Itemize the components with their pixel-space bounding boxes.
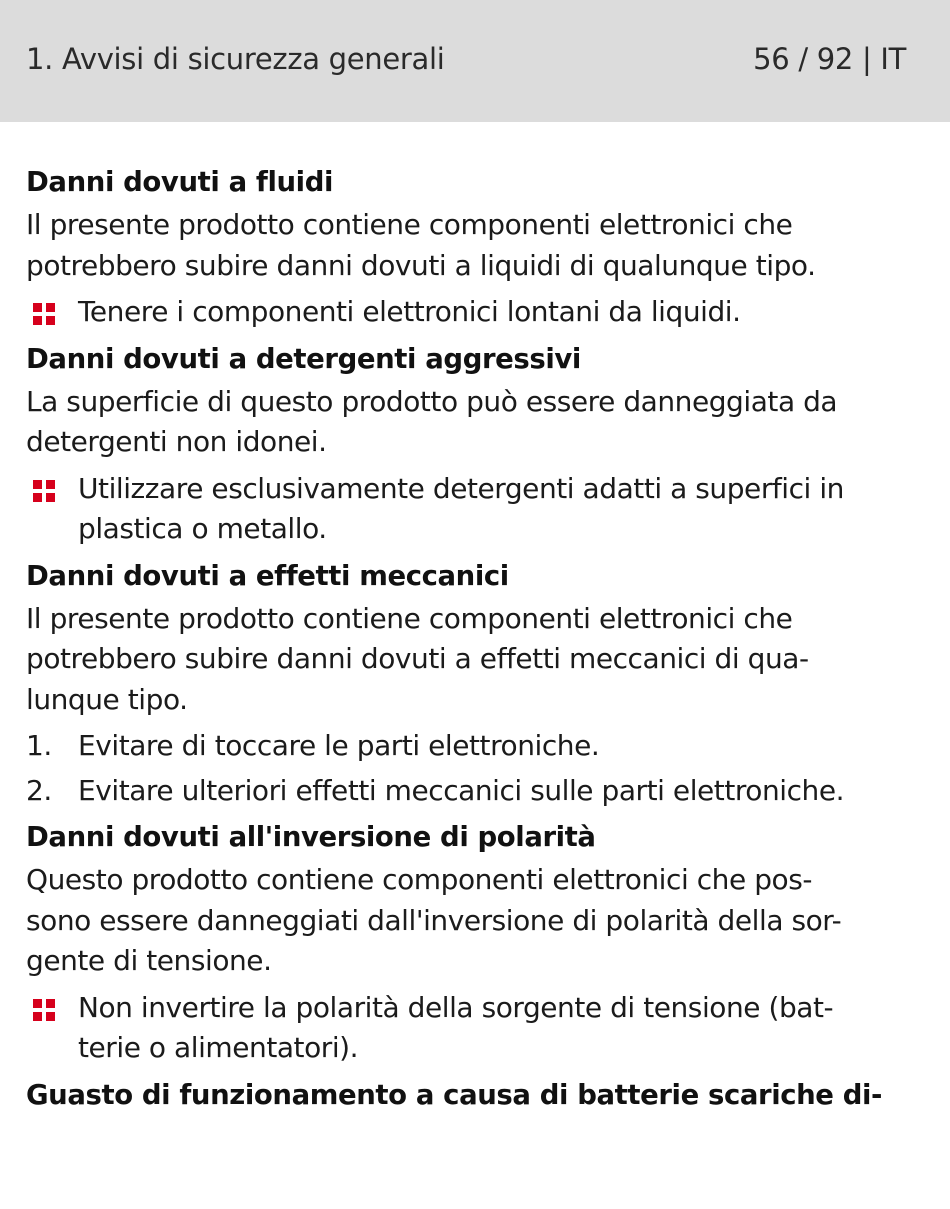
step-number: 2. (26, 773, 52, 807)
red-square-bullet-icon (33, 999, 55, 1021)
heading-mechanical-damage: Danni dovuti a effetti meccanici (26, 559, 509, 592)
paragraph-detergent-damage: La superficie di questo prodotto può essere danneggiata da detergenti non idonei. (26, 384, 838, 458)
list-item (26, 988, 910, 1069)
heading-battery-malfunction: Guasto di funzionamento a causa di batterie scariche di- (26, 1078, 883, 1111)
instruction-text: Utilizzare esclusivamente detergenti adatti a superfici in plastica o metallo. (78, 471, 844, 545)
step-text: Evitare di toccare le parti elettroniche. (78, 729, 600, 762)
red-square-bullet-icon (33, 303, 55, 325)
paragraph-mechanical-damage (26, 599, 910, 721)
paragraph-line: lunque tipo. (26, 682, 188, 716)
heading-detergent-damage: Danni dovuti a detergenti aggressivi (26, 342, 581, 375)
paragraph-fluid-damage: Il presente prodotto contiene componenti elettronici che potrebbero subire danni dovuti a liquidi di qualunque tipo. (26, 208, 816, 282)
page-indicator: 56 / 92 | IT (753, 42, 906, 76)
step-number: 1. (26, 729, 52, 762)
paragraph-line: sono essere danneggiati dall'inversione di polarità della sor- (26, 903, 842, 937)
paragraph-line: Questo prodotto contiene componenti elettronici che pos- (26, 863, 812, 896)
paragraph-line: gente di tensione. (26, 944, 272, 977)
document-content (0, 122, 950, 1115)
numbered-step (26, 726, 910, 767)
heading-fluid-damage: Danni dovuti a fluidi (26, 166, 334, 198)
heading-polarity-damage: Danni dovuti all'inversione di polarità (26, 821, 596, 853)
paragraph-polarity-damage (26, 860, 910, 982)
red-square-bullet-icon (33, 480, 55, 502)
paragraph-line: Il presente prodotto contiene componenti elettronici che (26, 601, 793, 635)
instruction-line: Non invertire la polarità della sorgente di tensione (bat- (78, 990, 834, 1024)
section-title: 1. Avvisi di sicurezza generali (26, 42, 445, 76)
instruction-text (78, 988, 910, 1069)
numbered-step (26, 771, 910, 812)
paragraph-line: potrebbero subire danni dovuti a effetti meccanici di qua- (26, 642, 809, 675)
instruction-line: terie o alimentatori). (78, 1031, 359, 1064)
list-item (26, 469, 910, 550)
instruction-text: Tenere i componenti elettronici lontani da liquidi. (78, 295, 741, 328)
step-text: Evitare ulteriori effetti meccanici sulle parti elettroniche. (78, 773, 845, 807)
list-item (26, 292, 910, 333)
page-header (0, 0, 950, 122)
